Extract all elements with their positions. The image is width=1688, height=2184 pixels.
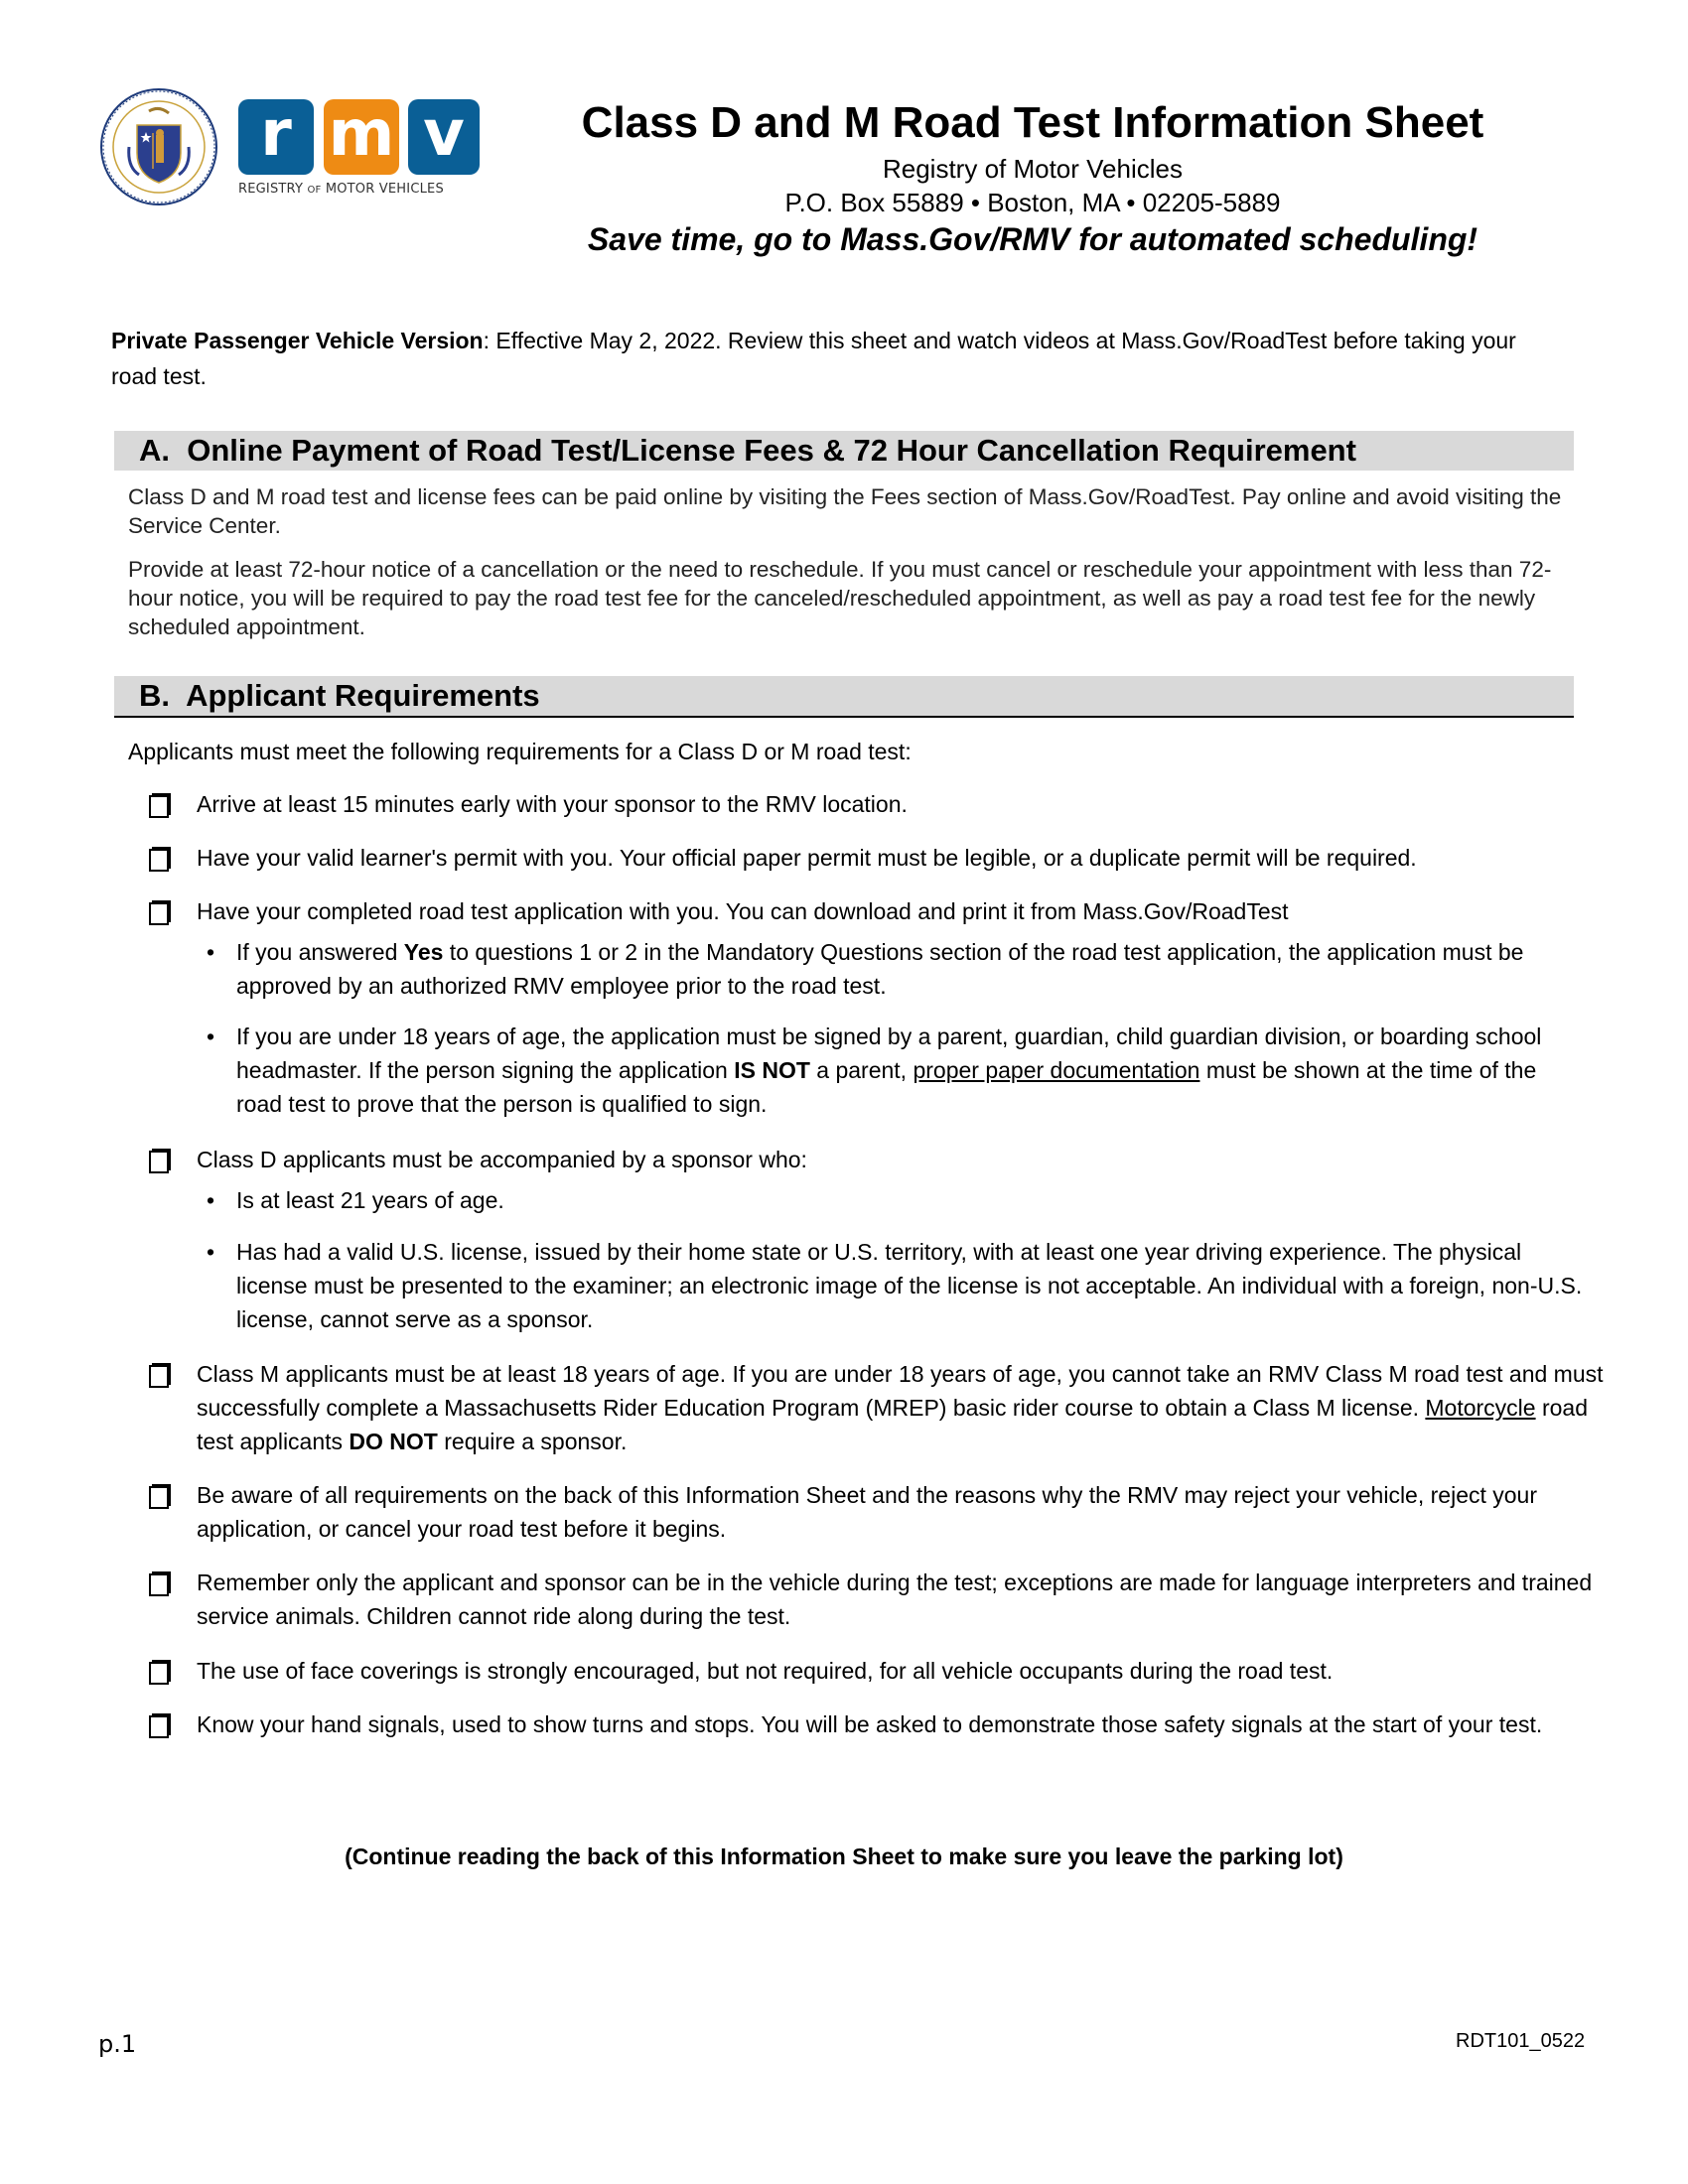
checkbox-icon[interactable] <box>149 1363 169 1385</box>
version-label: Private Passenger Vehicle Version <box>111 328 484 353</box>
section-b-intro: Applicants must meet the following requirements for a Class D or M road test: <box>128 739 912 764</box>
section-b-title: B. Applicant Requirements <box>139 678 540 713</box>
section-a-paragraph-cancellation: Provide at least 72-hour notice of a cancellation or the need to reschedule. If you must cancel or reschedule your appointment with less than 72-hour notice, you will be required to pay the road test fee for the canceled/rescheduled appointment, as well as pay a road test fee for the newly scheduled appointment. <box>128 557 1552 639</box>
bullet-icon: • <box>207 1024 215 1049</box>
massachusetts-seal-icon <box>99 87 218 206</box>
page-number: p.1 <box>98 2030 137 2058</box>
form-id: RDT101_0522 <box>1456 2030 1586 2052</box>
continue-note: (Continue reading the back of this Information Sheet to make sure you leave the parking lot) <box>345 1843 1343 1869</box>
org-name: Registry of Motor Vehicles <box>882 154 1183 184</box>
page-title: Class D and M Road Test Information Sheet <box>581 98 1484 147</box>
proper-documentation-link[interactable]: proper paper documentation <box>913 1057 1200 1083</box>
checkbox-icon[interactable] <box>149 1713 169 1735</box>
scheduling-tagline: Save time, go to Mass.Gov/RMV for automated scheduling! <box>587 221 1478 257</box>
section-a-title: A. Online Payment of Road Test/License Fees & 72 Hour Cancellation Requirement <box>139 433 1356 468</box>
bullet-icon: • <box>207 1187 215 1213</box>
section-a-header <box>114 431 1574 471</box>
checkbox-icon[interactable] <box>149 793 169 815</box>
rmv-logo <box>238 99 482 199</box>
rmv-logo-v-tile: v <box>408 99 480 175</box>
version-text: : Effective May 2, 2022. Review this sheet and watch videos at Mass.Gov/RoadTest before taking your road test. <box>111 328 1516 389</box>
motorcycle-link[interactable]: Motorcycle <box>1425 1395 1536 1421</box>
checkbox-icon[interactable] <box>149 1484 169 1506</box>
rmv-logo-m-tile: m <box>324 99 399 175</box>
checkbox-icon[interactable] <box>149 1660 169 1682</box>
section-b-header <box>114 676 1574 718</box>
rmv-logo-subtitle: REGISTRY OF MOTOR VEHICLES <box>238 182 444 197</box>
bullet-icon: • <box>207 1239 215 1265</box>
checkbox-icon[interactable] <box>149 900 169 922</box>
checkbox-icon[interactable] <box>149 847 169 869</box>
bullet-icon: • <box>207 939 215 965</box>
section-a-paragraph-fees: Class D and M road test and license fees can be paid online by visiting the Fees section of Mass.Gov/RoadTest. Pay online and avoid visiting the Service Center. <box>128 484 1562 538</box>
checkbox-icon[interactable] <box>149 1149 169 1170</box>
version-intro <box>111 323 1561 394</box>
rmv-logo-r-tile: r <box>238 99 314 175</box>
org-address: P.O. Box 55889 • Boston, MA • 02205-5889 <box>784 188 1281 217</box>
checkbox-icon[interactable] <box>149 1571 169 1593</box>
